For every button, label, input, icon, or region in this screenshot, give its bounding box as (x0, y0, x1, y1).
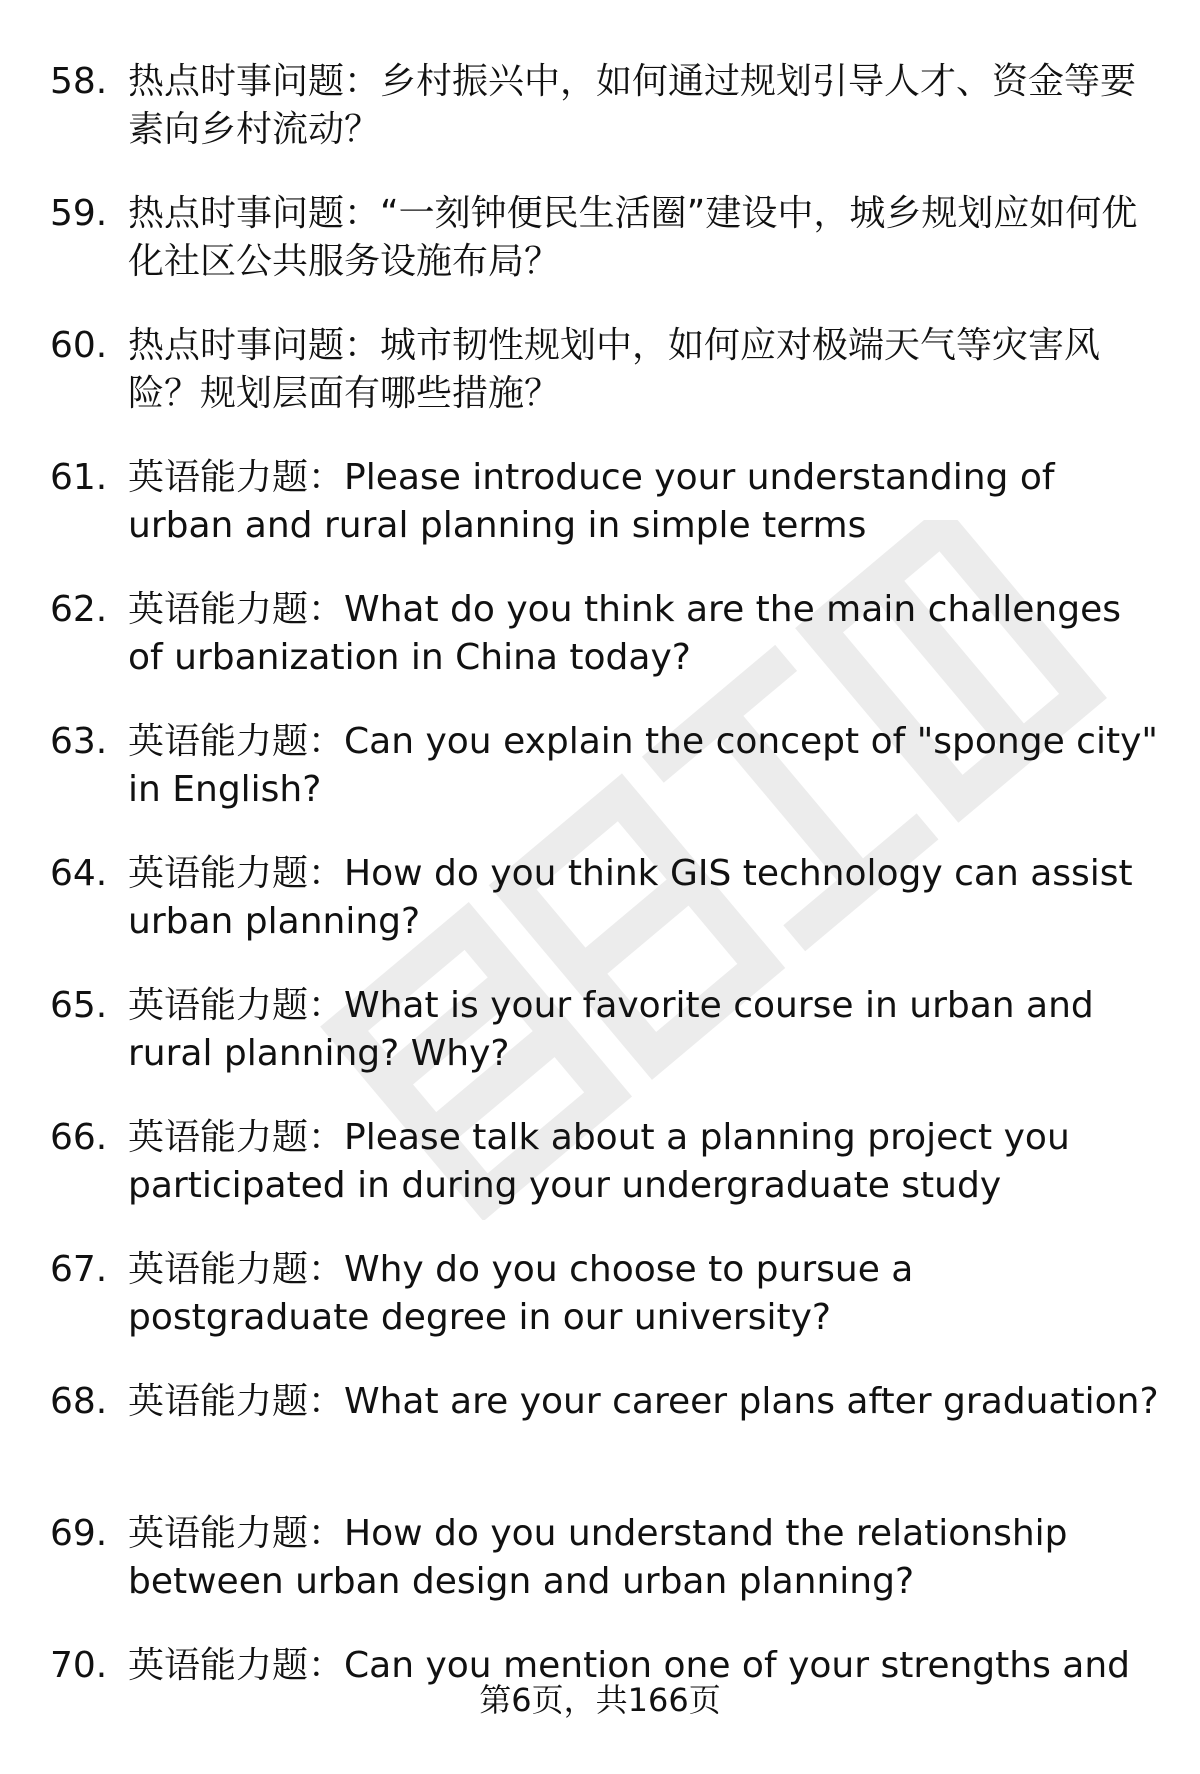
item-number: 61. (50, 457, 108, 498)
item-text: How do you understand the relationship between urban design and urban planning? (128, 1513, 1068, 1602)
item-category: 热点时事问题： (128, 325, 381, 366)
item-body (128, 454, 1160, 550)
item-category: 英语能力题： (128, 1249, 345, 1290)
list-item (50, 322, 1160, 454)
item-body (128, 718, 1160, 814)
item-number: 64. (50, 853, 108, 894)
list-item (50, 1246, 1160, 1378)
item-category: 英语能力题： (128, 853, 345, 894)
item-text: 乡村振兴中，如何通过规划引导人才、资金等要素向乡村流动？ (128, 61, 1137, 150)
item-number: 58. (50, 61, 108, 102)
item-category: 热点时事问题： (128, 193, 381, 234)
item-body (128, 1114, 1160, 1210)
question-list (50, 58, 1160, 1774)
item-number: 62. (50, 589, 108, 630)
list-item (50, 454, 1160, 586)
item-category: 英语能力题： (128, 589, 345, 630)
item-body (128, 850, 1160, 946)
list-item (50, 1114, 1160, 1246)
list-item (50, 982, 1160, 1114)
list-item (50, 1510, 1160, 1642)
item-category: 英语能力题： (128, 721, 345, 762)
list-item (50, 586, 1160, 718)
item-text: Can you explain the concept of "sponge city" in English? (128, 721, 1158, 810)
item-number: 69. (50, 1513, 108, 1554)
item-number: 65. (50, 985, 108, 1026)
item-text: 城市韧性规划中，如何应对极端天气等灾害风险？规划层面有哪些措施？ (128, 325, 1101, 414)
item-body (128, 190, 1160, 286)
list-item (50, 1378, 1160, 1510)
list-item (50, 718, 1160, 850)
item-text: Please introduce your understanding of urban and rural planning in simple terms (128, 457, 1055, 546)
item-text: What are your career plans after graduation? (344, 1381, 1159, 1422)
item-category: 英语能力题： (128, 1381, 345, 1422)
item-text: What do you think are the main challenges of urbanization in China today? (128, 589, 1121, 678)
item-category: 英语能力题： (128, 1513, 345, 1554)
item-category: 热点时事问题： (128, 61, 381, 102)
item-category: 英语能力题： (128, 1645, 345, 1686)
item-body (128, 982, 1160, 1078)
item-text: Why do you choose to pursue a postgraduate degree in our university? (128, 1249, 914, 1338)
item-body (128, 1378, 1160, 1426)
item-number: 68. (50, 1381, 108, 1422)
list-item (50, 850, 1160, 982)
item-number: 63. (50, 721, 108, 762)
item-text: How do you think GIS technology can assist urban planning? (128, 853, 1133, 942)
page-number: 第6页，共166页 (479, 1681, 721, 1719)
item-body (128, 322, 1160, 418)
item-body (128, 1510, 1160, 1606)
item-text: What is your favorite course in urban and rural planning? Why? (128, 985, 1094, 1074)
item-text: Can you mention one of your strengths and (344, 1645, 1131, 1686)
item-number: 59. (50, 193, 108, 234)
item-number: 67. (50, 1249, 108, 1290)
item-number: 60. (50, 325, 108, 366)
item-text: Please talk about a planning project you participated in during your undergraduate study (128, 1117, 1070, 1206)
item-text: “一刻钟便民生活圈”建设中，城乡规划应如何优化社区公共服务设施布局？ (128, 193, 1138, 282)
item-body (128, 586, 1160, 682)
item-category: 英语能力题： (128, 457, 345, 498)
list-item (50, 190, 1160, 322)
item-number: 66. (50, 1117, 108, 1158)
item-body (128, 1246, 1160, 1342)
list-item (50, 58, 1160, 190)
item-number: 70. (50, 1645, 108, 1686)
item-category: 英语能力题： (128, 1117, 345, 1158)
item-body (128, 58, 1160, 154)
item-category: 英语能力题： (128, 985, 345, 1026)
